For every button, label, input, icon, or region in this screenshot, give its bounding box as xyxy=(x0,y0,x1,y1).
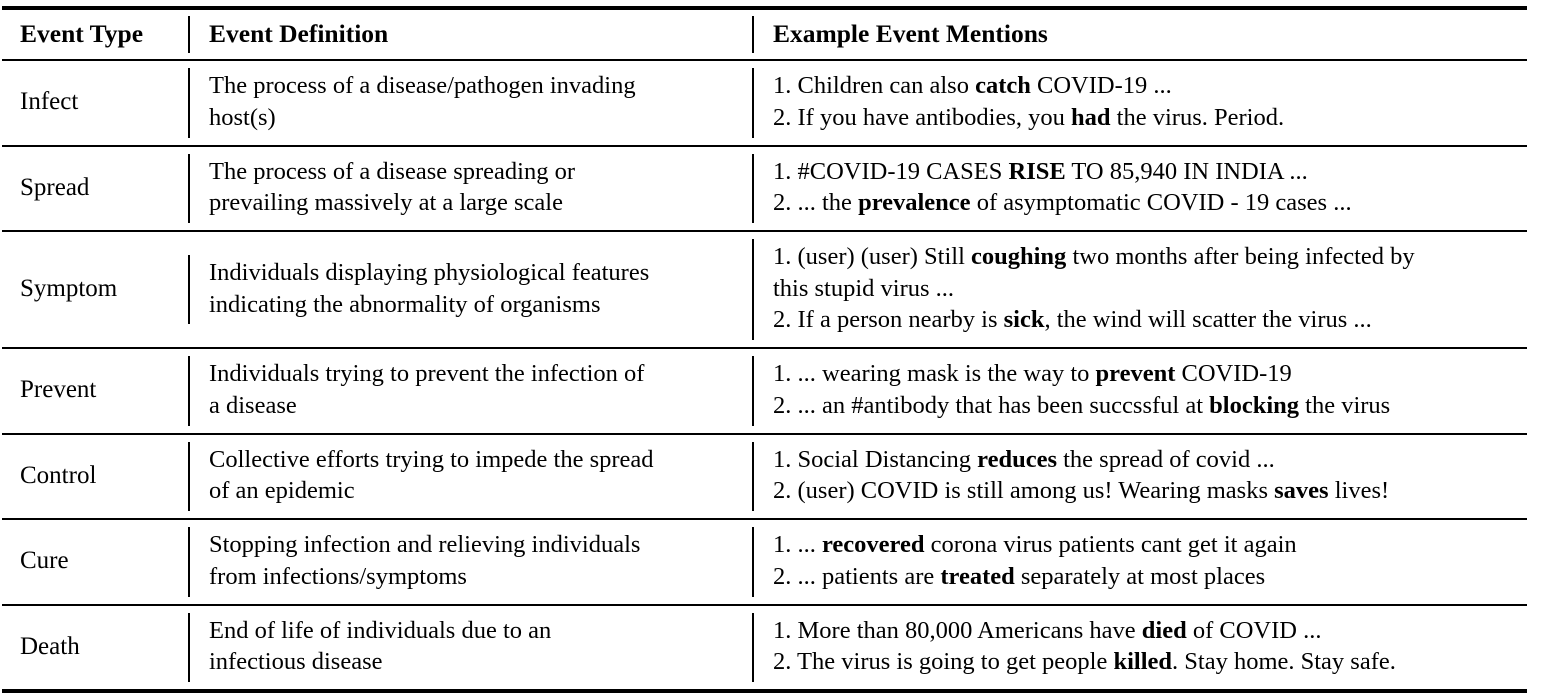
table-row xyxy=(2,434,1527,519)
event-trigger-word: treated xyxy=(940,562,1015,590)
event-definition-cell xyxy=(188,434,752,519)
event-type-cell xyxy=(2,434,188,519)
example-mention-text: the spread of covid ... xyxy=(1056,445,1275,473)
example-mentions-cell-content xyxy=(752,232,1527,347)
table-row xyxy=(2,60,1527,145)
event-definition-line: infectious disease xyxy=(209,648,383,676)
example-mention-line xyxy=(773,476,1513,507)
table-row xyxy=(2,146,1527,231)
example-mention-text: 1. Children can also xyxy=(773,72,976,100)
event-type-cell xyxy=(2,605,188,691)
event-type-label: Death xyxy=(20,632,80,660)
example-mention-text: 2. ... patients are xyxy=(773,562,941,590)
event-type-label: Infect xyxy=(20,88,79,116)
example-mention-line xyxy=(773,157,1513,188)
example-mention-text: 2. The virus is going to get people xyxy=(773,648,1114,676)
event-definition-line: prevailing massively at a large scale xyxy=(209,189,563,217)
example-mention-line xyxy=(773,188,1513,219)
event-type-cell-content xyxy=(2,365,188,416)
event-trigger-word: sick xyxy=(1003,306,1045,334)
event-definition-cell xyxy=(188,146,752,231)
table-row xyxy=(2,605,1527,691)
event-definition-line: The process of a disease/pathogen invading xyxy=(209,72,636,100)
example-mention-line xyxy=(773,359,1513,390)
event-trigger-word: prevalence xyxy=(858,189,971,217)
example-mention-text: 1. ... xyxy=(773,531,822,559)
event-definition-line: Individuals displaying physiological features xyxy=(209,258,650,286)
example-mention-text: . Stay home. Stay safe. xyxy=(1172,648,1396,676)
example-mention-line xyxy=(773,391,1513,422)
example-mention-text: 2. If a person nearby is xyxy=(773,306,1004,334)
example-mention-text: the virus. Period. xyxy=(1110,103,1285,131)
table-body xyxy=(2,60,1527,691)
example-mentions-cell-content xyxy=(752,520,1527,603)
example-mention-line xyxy=(773,616,1513,647)
example-mentions-cell xyxy=(752,605,1527,691)
event-definition-cell-content xyxy=(188,147,752,230)
example-mention-line xyxy=(773,445,1513,476)
column-header-event-type-label: Event Type xyxy=(20,19,144,48)
event-definition-cell-content xyxy=(188,61,752,144)
example-mention-line xyxy=(773,71,1513,102)
event-type-cell-content xyxy=(2,264,188,315)
example-mention-text: TO 85,940 IN INDIA ... xyxy=(1065,157,1308,185)
event-type-cell-content xyxy=(2,451,188,502)
event-trigger-word: killed xyxy=(1113,648,1173,676)
event-trigger-word: RISE xyxy=(1008,157,1066,185)
event-type-cell-content xyxy=(2,77,188,128)
example-mention-text: lives! xyxy=(1328,477,1390,505)
example-mention-text: COVID-19 xyxy=(1175,360,1292,388)
event-definition-line: End of life of individuals due to an xyxy=(209,616,552,644)
example-mention-text: 1. Social Distancing xyxy=(773,445,978,473)
table-row xyxy=(2,231,1527,348)
event-trigger-word: blocking xyxy=(1209,391,1300,419)
event-definition-cell xyxy=(188,231,752,348)
example-mention-line xyxy=(773,103,1513,134)
event-definition-cell xyxy=(188,605,752,691)
table-row xyxy=(2,348,1527,433)
event-trigger-word: saves xyxy=(1274,477,1329,505)
event-definition-line: Individuals trying to prevent the infection of xyxy=(209,360,645,388)
table-header xyxy=(2,8,1527,60)
event-type-label: Prevent xyxy=(20,376,97,404)
example-mention-text: two months after being infected by xyxy=(1066,243,1415,271)
event-trigger-word: had xyxy=(1071,103,1111,131)
example-mention-line xyxy=(773,530,1513,561)
example-mention-text: COVID-19 ... xyxy=(1030,72,1172,100)
event-type-cell xyxy=(2,60,188,145)
event-type-label: Symptom xyxy=(20,275,118,303)
example-mentions-cell xyxy=(752,519,1527,604)
event-definition-line: indicating the abnormality of organisms xyxy=(209,290,601,318)
example-mention-line xyxy=(773,305,1513,336)
example-mentions-cell xyxy=(752,348,1527,433)
event-type-label: Control xyxy=(20,461,97,489)
example-mention-line xyxy=(773,274,1513,305)
event-definition-line: Collective efforts trying to impede the spread xyxy=(209,445,654,473)
event-definition-line: host(s) xyxy=(209,103,276,131)
event-definition-line: from infections/symptoms xyxy=(209,562,467,590)
table-header-row xyxy=(2,8,1527,60)
example-mention-text: of asymptomatic COVID - 19 cases ... xyxy=(970,189,1352,217)
event-definition-line: Stopping infection and relieving individuals xyxy=(209,531,641,559)
event-type-cell xyxy=(2,146,188,231)
event-type-label: Cure xyxy=(20,547,69,575)
example-mention-text: 1. More than 80,000 Americans have xyxy=(773,616,1142,644)
event-type-cell xyxy=(2,519,188,604)
example-mention-text: corona virus patients cant get it again xyxy=(924,531,1297,559)
example-mention-text: this stupid virus ... xyxy=(773,274,955,302)
event-type-cell xyxy=(2,231,188,348)
event-definition-cell-content xyxy=(188,606,752,689)
event-type-cell-content xyxy=(2,163,188,214)
example-mentions-cell-content xyxy=(752,606,1527,689)
table-row xyxy=(2,519,1527,604)
example-mentions-cell xyxy=(752,231,1527,348)
event-ontology-table xyxy=(2,6,1527,693)
column-header-example-event-mentions xyxy=(752,8,1527,60)
example-mention-text: 1. (user) (user) Still xyxy=(773,243,971,271)
example-mention-line xyxy=(773,647,1513,678)
example-mentions-cell xyxy=(752,60,1527,145)
event-type-label: Spread xyxy=(20,173,90,201)
event-definition-line: of an epidemic xyxy=(209,477,355,505)
example-mention-text: separately at most places xyxy=(1014,562,1266,590)
event-definition-cell xyxy=(188,348,752,433)
event-trigger-word: reduces xyxy=(977,445,1057,473)
event-trigger-word: catch xyxy=(975,72,1031,100)
example-mention-text: 1. #COVID-19 CASES xyxy=(773,157,1009,185)
event-trigger-word: died xyxy=(1141,616,1187,644)
example-mention-line xyxy=(773,562,1513,593)
event-definition-cell-content xyxy=(188,349,752,432)
example-mention-text: the virus xyxy=(1299,391,1391,419)
example-mentions-cell-content xyxy=(752,61,1527,144)
example-mentions-cell-content xyxy=(752,147,1527,230)
event-trigger-word: prevent xyxy=(1095,360,1176,388)
example-mention-line xyxy=(773,242,1513,273)
event-definition-line: a disease xyxy=(209,391,297,419)
event-type-cell-content xyxy=(2,536,188,587)
event-type-cell-content xyxy=(2,622,188,673)
event-definition-line: The process of a disease spreading or xyxy=(209,157,576,185)
example-mentions-cell-content xyxy=(752,349,1527,432)
example-mentions-cell xyxy=(752,434,1527,519)
column-header-event-definition xyxy=(188,8,752,60)
column-header-example-event-mentions-label: Example Event Mentions xyxy=(752,10,1527,59)
event-trigger-word: coughing xyxy=(971,243,1067,271)
event-definition-cell xyxy=(188,519,752,604)
example-mention-text: 1. ... wearing mask is the way to xyxy=(773,360,1096,388)
example-mention-text: of COVID ... xyxy=(1186,616,1322,644)
example-mention-text: 2. (user) COVID is still among us! Wearing masks xyxy=(773,477,1275,505)
column-header-event-type xyxy=(2,8,188,60)
event-definition-cell-content xyxy=(188,248,752,331)
example-mention-text: 2. ... an #antibody that has been succssful at xyxy=(773,391,1210,419)
example-mention-text: 2. ... the xyxy=(773,189,859,217)
example-mention-text: 2. If you have antibodies, you xyxy=(773,103,1072,131)
example-mentions-cell xyxy=(752,146,1527,231)
example-mentions-cell-content xyxy=(752,435,1527,518)
example-mention-text: , the wind will scatter the virus ... xyxy=(1044,306,1372,334)
event-definition-cell-content xyxy=(188,520,752,603)
table-figure xyxy=(0,6,1567,687)
column-header-event-definition-label: Event Definition xyxy=(188,10,752,59)
event-definition-cell xyxy=(188,60,752,145)
event-trigger-word: recovered xyxy=(822,531,925,559)
event-definition-cell-content xyxy=(188,435,752,518)
event-type-cell xyxy=(2,348,188,433)
